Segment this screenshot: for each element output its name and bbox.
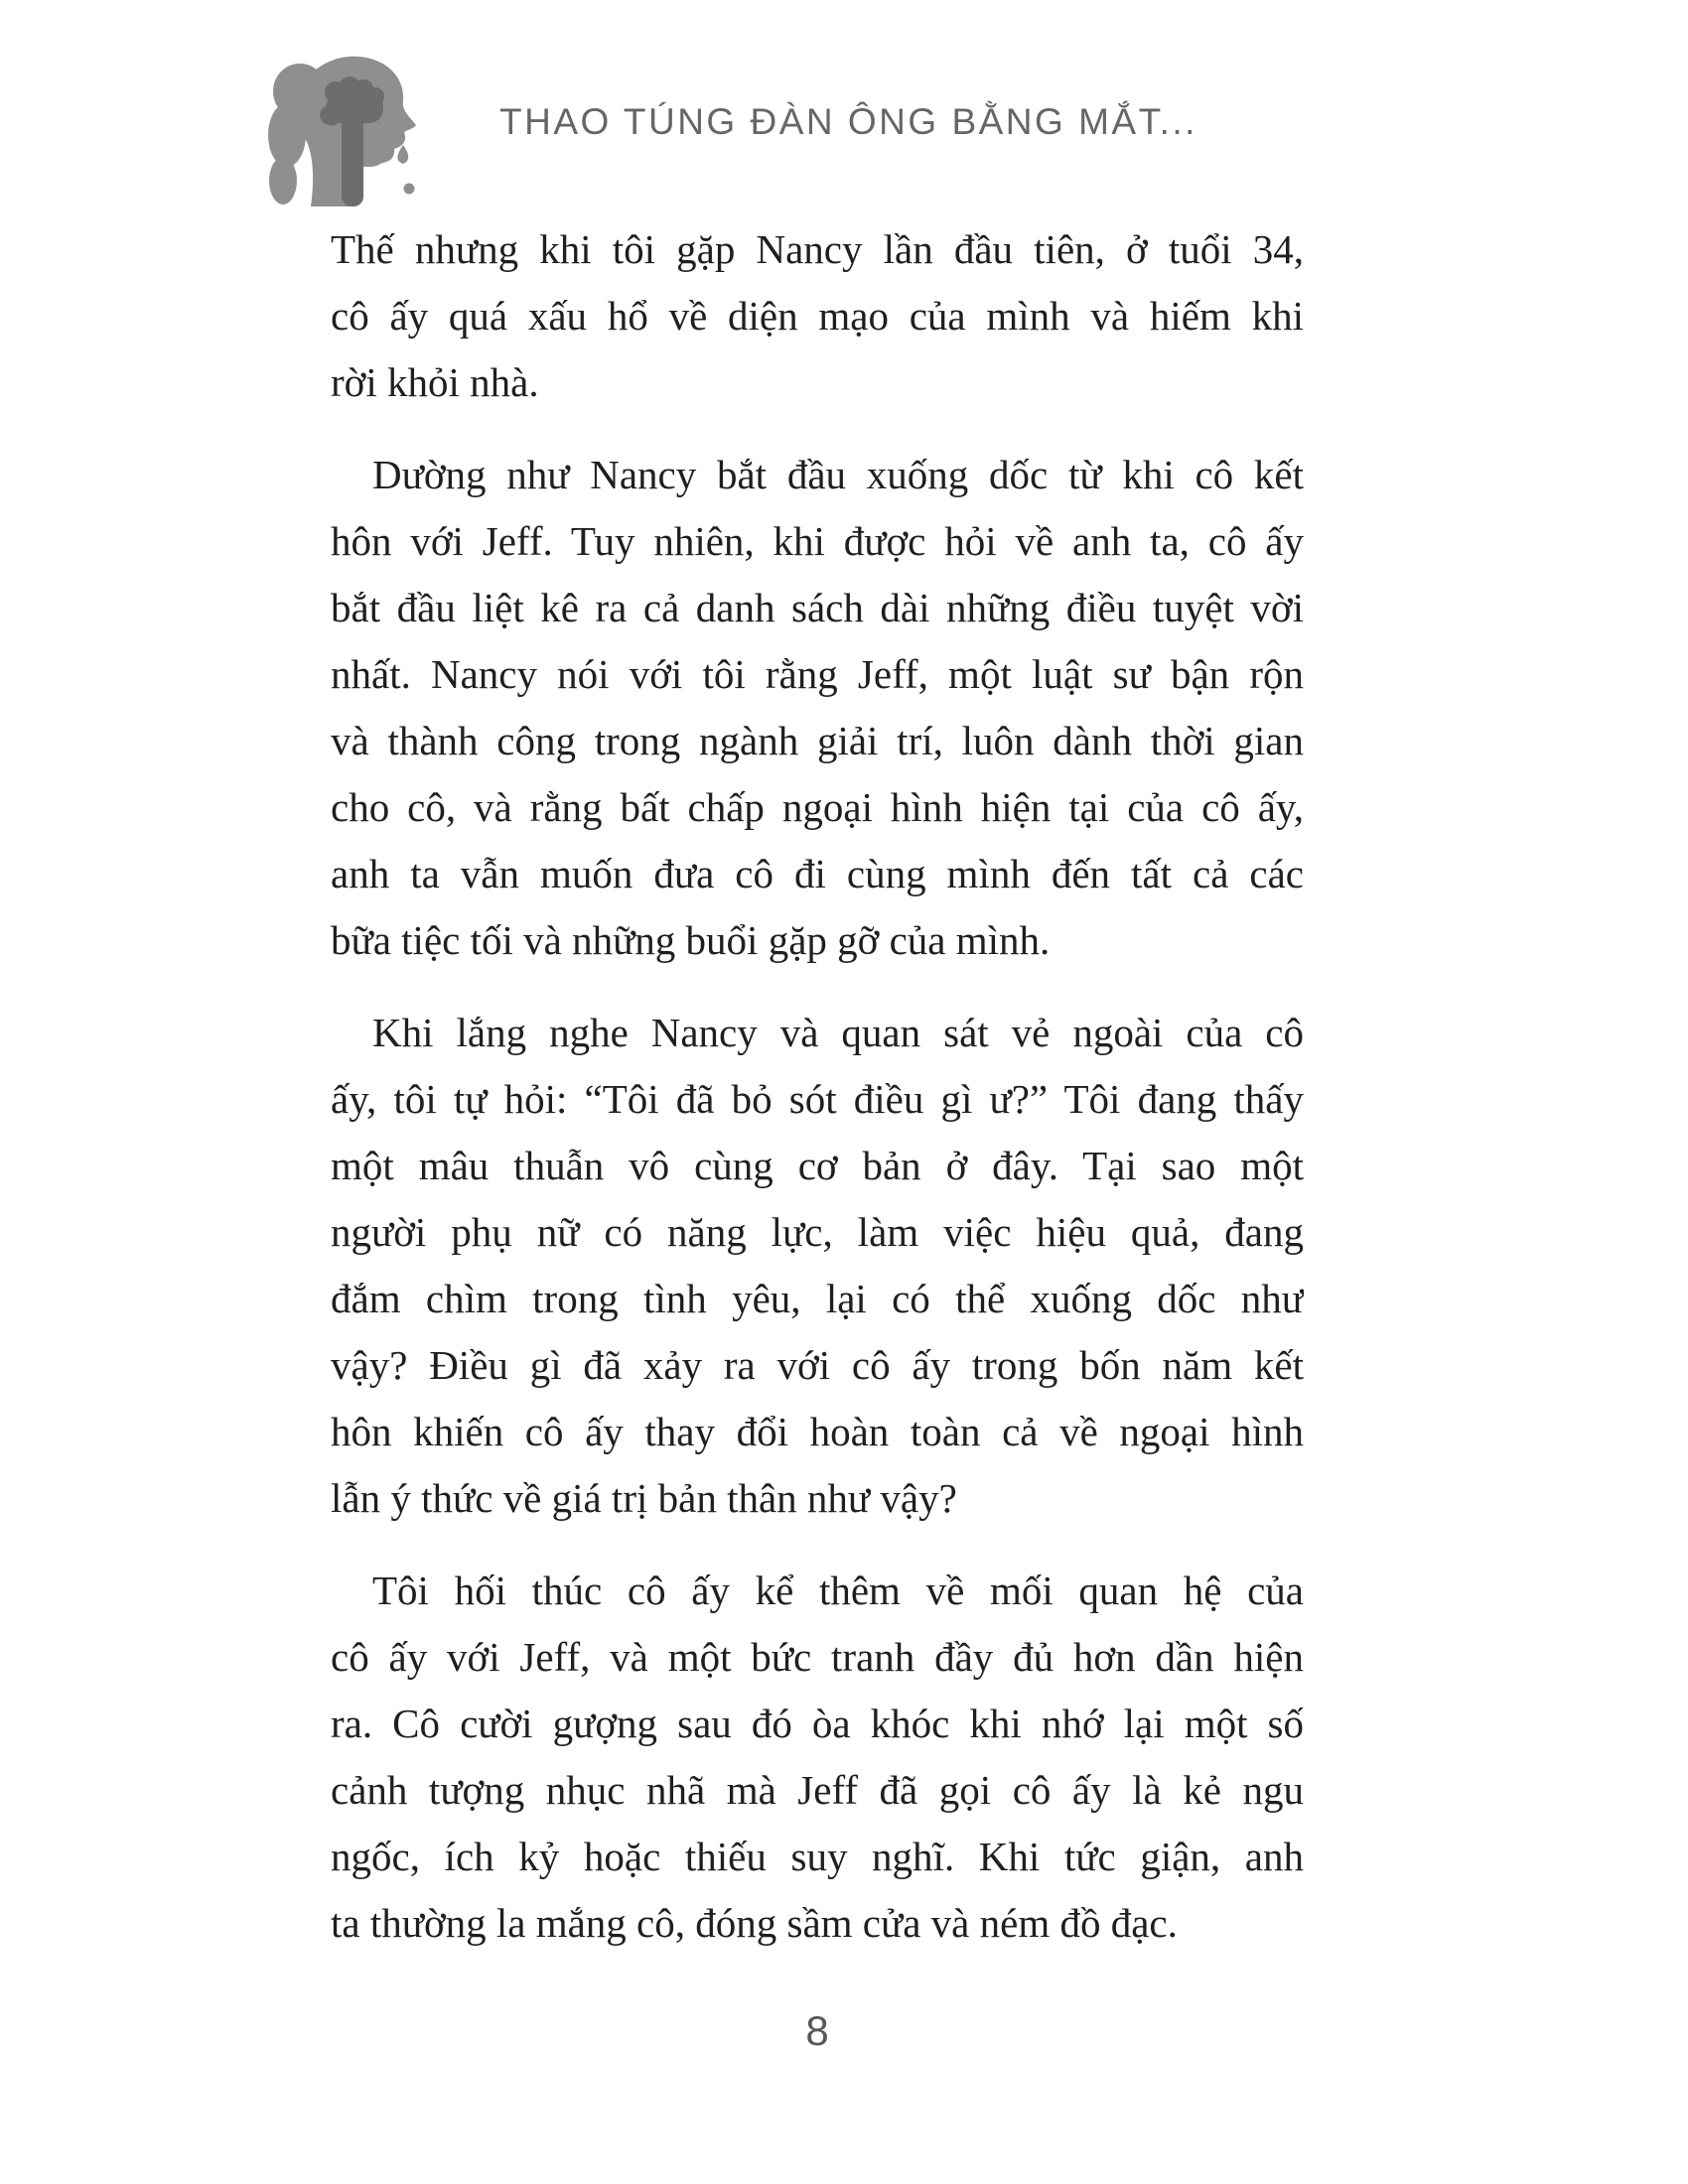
text-line: cho cô, và rằng bất chấp ngoại hình hiện tại của cô ấy, — [331, 784, 1304, 830]
text-line: vậy? Điều gì đã xảy ra với cô ấy trong bốn năm kết — [331, 1342, 1304, 1388]
text-line: cô ấy quá xấu hổ về diện mạo của mình và hiếm khi — [331, 293, 1304, 339]
body-text — [331, 216, 1304, 1982]
text-line: Tôi hối thúc cô ấy kể thêm về mối quan hệ của — [372, 1568, 1304, 1613]
text-line: ta thường la mắng cô, đóng sầm cửa và ném đồ đạc. — [331, 1900, 1178, 1946]
text-line: đắm chìm trong tình yêu, lại có thể xuống dốc như — [331, 1276, 1304, 1321]
text-line: nhất. Nancy nói với tôi rằng Jeff, một luật sư bận rộn — [331, 651, 1304, 697]
text-line: ấy, tôi tự hỏi: “Tôi đã bỏ sót điều gì ư?” Tôi đang thấy — [331, 1076, 1304, 1122]
text-line: lẫn ý thức về giá trị bản thân như vậy? — [331, 1475, 957, 1521]
paragraph — [331, 442, 1304, 974]
paragraph — [331, 216, 1304, 416]
page-footer — [331, 2007, 1304, 2055]
text-line: Khi lắng nghe Nancy và quan sát vẻ ngoài của cô — [372, 1010, 1304, 1055]
text-line: hôn khiến cô ấy thay đổi hoàn toàn cả về ngoại hình — [331, 1409, 1304, 1454]
paragraph — [331, 1000, 1304, 1532]
page-header — [254, 50, 1197, 206]
text-line: cảnh tượng nhục nhã mà Jeff đã gọi cô ấy là kẻ ngu — [331, 1767, 1304, 1813]
text-line: Thế nhưng khi tôi gặp Nancy lần đầu tiên, ở tuổi 34, — [331, 226, 1304, 272]
paragraph — [331, 1558, 1304, 1957]
woman-head-fist-tears-icon — [254, 50, 458, 206]
text-line: anh ta vẫn muốn đưa cô đi cùng mình đến tất cả các — [331, 851, 1304, 896]
text-line: hôn với Jeff. Tuy nhiên, khi được hỏi về anh ta, cô ấy — [331, 518, 1304, 564]
text-line: và thành công trong ngành giải trí, luôn dành thời gian — [331, 718, 1304, 763]
text-line: bữa tiệc tối và những buổi gặp gỡ của mình. — [331, 917, 1051, 963]
text-line: rời khỏi nhà. — [331, 359, 539, 405]
text-line: người phụ nữ có năng lực, làm việc hiệu quả, đang — [331, 1209, 1304, 1255]
text-line: Dường như Nancy bắt đầu xuống dốc từ khi cô kết — [372, 452, 1304, 497]
text-line: ngốc, ích kỷ hoặc thiếu suy nghĩ. Khi tức giận, anh — [331, 1834, 1304, 1879]
text-line: bắt đầu liệt kê ra cả danh sách dài những điều tuyệt vời — [331, 585, 1304, 630]
running-header-title: THAO TÚNG ĐÀN ÔNG BẰNG MẮT... — [499, 101, 1197, 142]
text-line: một mâu thuẫn vô cùng cơ bản ở đây. Tại sao một — [331, 1143, 1304, 1188]
text-line: ra. Cô cười gượng sau đó òa khóc khi nhớ lại một số — [331, 1701, 1304, 1746]
page-number: 8 — [805, 2007, 829, 2054]
text-line: cô ấy với Jeff, và một bức tranh đầy đủ hơn dần hiện — [331, 1634, 1304, 1680]
